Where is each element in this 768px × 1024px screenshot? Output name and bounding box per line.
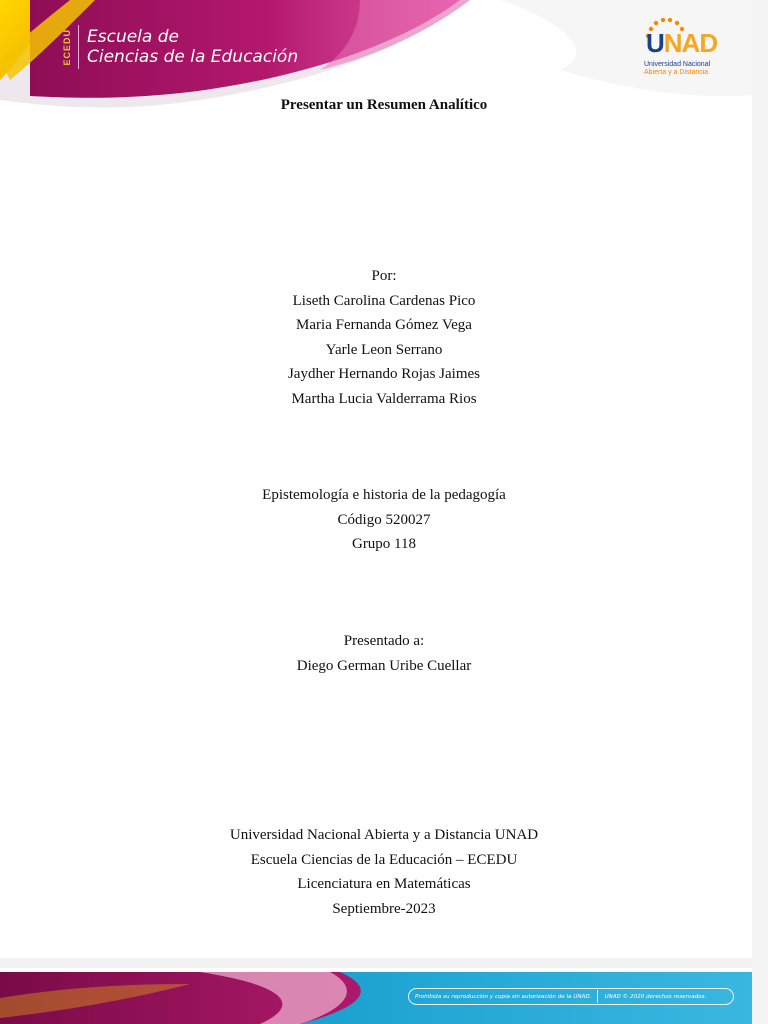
brand-line-2: Ciencias de la Educación (87, 47, 299, 67)
footer-separator (597, 990, 598, 1003)
authors-block (0, 264, 768, 411)
author-name: Yarle Leon Serrano (325, 341, 443, 358)
university-name: Universidad Nacional Abierta y a Distancia UNAD (229, 827, 539, 843)
brand-divider (78, 25, 79, 69)
unad-subtitle (644, 61, 734, 77)
authors-label: Por: (371, 268, 397, 284)
unad-nad: NAD (663, 28, 718, 58)
footer-notice: Prohibida su reproducción y copia sin autorización de la UNAD. (415, 993, 592, 1000)
footer-rights: UNAD © 2020 derechos reservados. (604, 993, 707, 1000)
submission-date: Septiembre-2023 (332, 900, 436, 917)
unad-u: U (646, 28, 664, 58)
unad-logo (640, 18, 730, 82)
unad-sub-line-1: Universidad Nacional (644, 61, 711, 68)
course-group: Grupo 118 (351, 536, 417, 552)
course-code: Código 520027 (337, 511, 431, 528)
school-name: Escuela Ciencias de la Educación – ECEDU (250, 851, 518, 868)
course-block (0, 483, 768, 557)
brand-tag: ECEDU (62, 28, 72, 66)
footer-copyright-pill (408, 988, 734, 1005)
ecedu-brand (62, 24, 298, 70)
brand-line-1: Escuela de (87, 27, 179, 47)
author-name: Jaydher Hernando Rojas Jaimes (287, 366, 481, 382)
tutor-name: Diego German Uribe Cuellar (296, 657, 472, 674)
institution-block (0, 823, 768, 921)
program-name: Licenciatura en Matemáticas (297, 876, 471, 892)
author-name: Liseth Carolina Cardenas Pico (292, 292, 476, 309)
presented-to-label: Presentado a: (343, 633, 425, 649)
author-name: Martha Lucia Valderrama Rios (291, 390, 477, 407)
brand-name (87, 27, 298, 67)
unad-wordmark (646, 28, 717, 59)
presented-to-block (0, 629, 768, 678)
course-name: Epistemología e historia de la pedagogía (262, 487, 506, 503)
unad-sub-line-2: Abierta y a Distancia (644, 69, 709, 76)
author-name: Maria Fernanda Gómez Vega (296, 317, 472, 333)
document-title: Presentar un Resumen Analítico (280, 97, 488, 113)
